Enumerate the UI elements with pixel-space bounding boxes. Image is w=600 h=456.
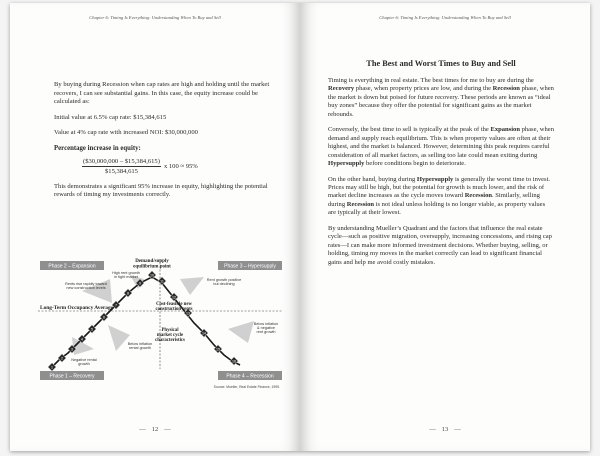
physical-label-2: market cycle [156, 333, 184, 338]
cycle-curve [51, 277, 240, 370]
ann-negative-2: growth [78, 362, 90, 366]
page-number-left-value: 12 [151, 426, 159, 433]
cycle-point-label: 2 [61, 356, 63, 361]
cycle-point-label: 7 [115, 303, 117, 308]
market-cycle-svg [34, 255, 286, 391]
ann-high-rent-1: High rent growth [112, 271, 140, 275]
paragraph-3: On the other hand, buying during Hypersupply is generally the worst time to invest. Prices may still be high, but the potential for growth is much lower, and the risk of market decline increases as the cycle moves toward Recession. Similarly, selling during Recession is not ideal unless holding is no longer viable, as property values are typically at their lowest. [328, 175, 551, 217]
ltoa-label: Long-Term Occupancy Average [40, 305, 114, 311]
ann-rent-positive-1: Rent growth positive [206, 278, 242, 282]
section-title: The Best and Worst Times to Buy and Sell [366, 59, 516, 68]
annotation-shape-below-infl [108, 325, 130, 351]
annotation-shape-rent-positive [180, 277, 204, 295]
phase4-label: Phase 4 – Recession [226, 373, 274, 380]
ann-rents-rise-2: new construction levels [66, 286, 106, 290]
cycle-point-label: 3 [71, 347, 73, 352]
market-cycle-diagram [34, 255, 286, 391]
physical-label-1: Physical [161, 328, 179, 333]
cycle-point-label: 8 [127, 291, 129, 296]
left-page [10, 3, 300, 451]
paragraph-conclusion: This demonstrates a significant 95% increase in equity, highlighting the potential rewards of timing my investments correctly. [54, 182, 268, 199]
annotation-shape-below-neg [228, 321, 254, 343]
ann-negative-1: Negative rental [71, 358, 97, 362]
running-head-left: Chapter 6: Timing Is Everything: Understanding When To Buy and Sell [89, 15, 221, 20]
right-page [300, 3, 590, 451]
cycle-point-label: 12 [172, 295, 176, 300]
cost-label-1: Cost-feasible new [156, 302, 192, 307]
ann-rents-rise-1: Rents rise rapidly toward [65, 282, 107, 286]
phase2-label: Phase 2 – Expansion [48, 263, 96, 270]
page-number-left: — 12 — [139, 426, 171, 433]
ann-high-rent-2: in tight market [114, 275, 138, 279]
equation-numerator: ($30,000,000 – $15,384,615) [83, 157, 160, 165]
paragraph-4: By understanding Mueller’s Quadrant and the factors that influence the real estate cycle—such as positive migration, oversupply, increasing concessions, and rising cap rates—I can make more informed investment decisions. Whether buying, selling, or holding, timing my moves in the market correctly can lead to significant financial gains and help me avoid costly mistakes. [328, 224, 552, 266]
ann-below-neg-3: rent growth [256, 330, 276, 334]
cycle-point-label: 10 [150, 273, 154, 278]
running-head-right: Chapter 6: Timing Is Everything: Understanding When To Buy and Sell [379, 15, 511, 20]
cycle-point-label: 11 [160, 279, 164, 284]
left-page-body [54, 81, 274, 207]
phase1-label: Phase 1 – Recovery [49, 373, 95, 380]
cycle-point-label: 14 [202, 331, 206, 336]
ann-below-neg-1: Below inflation [253, 322, 279, 326]
paragraph-2: Conversely, the best time to sell is typically at the peak of the Expansion phase, when demand and supply reach equilibrium. This is when property values are often at their highest, and the market is balanced. However, determining this peak requires careful consideration of all market factors, as selling too late could mean exiting during Hypersupply before conditions begin to deteriorate. [328, 126, 554, 168]
ann-below-infl-2: rental growth [129, 346, 151, 350]
book-spread [10, 3, 590, 451]
equation-fraction [82, 158, 161, 175]
cycle-point-label: 16 [232, 359, 236, 364]
paragraph-intro: By buying during Recession when cap rates are high and holding until the market recovers, I can see substantial gains. In this case, the equity increase could be calculated as: [54, 81, 270, 106]
equation-result: x 100 ≈ 95% [163, 162, 198, 170]
page-number-right: — 13 — [429, 426, 461, 433]
diagram-source: Source: Mueller, Real Estate Finance, 1995. [213, 385, 280, 389]
cycle-point-label: 5 [91, 327, 93, 332]
demand-label-1: Demand/supply [135, 259, 169, 264]
paragraph-1: Timing is everything in real estate. The best times for me to buy are during the Recovery phase, when property prices are low, and during the Recession phase, when the market is down but poised for future recovery. These periods are known as “ideal buy zones” because they offer the potential for significant gains as the market rebounds. [328, 77, 554, 118]
demand-label-2: equilibrium point [133, 264, 171, 270]
cycle-point-label: 9 [139, 281, 141, 286]
phase3-label: Phase 3 – Hypersupply [224, 263, 276, 270]
right-page-body [328, 59, 554, 274]
cycle-point-label: 15 [216, 347, 220, 352]
line-initial-value: Initial value at 6.5% cap rate: $15,384,615 [54, 113, 167, 121]
ann-rent-positive-2: but declining [213, 282, 235, 286]
physical-label-3: characteristics [155, 338, 185, 343]
cycle-point-label: 4 [81, 337, 83, 342]
cycle-point-label: 13 [186, 311, 190, 316]
equation-denominator: $15,384,615 [104, 167, 138, 175]
cycle-point-label: 6 [103, 315, 105, 320]
equation-heading: Percentage increase in equity: [54, 144, 141, 152]
line-value-4pct: Value at 4% cap rate with increased NOI: $30,000,000 [54, 129, 198, 137]
cost-label-2: construction rents [155, 307, 193, 312]
cycle-point-label: 1 [51, 365, 53, 370]
ann-below-neg-2: & negative [257, 326, 275, 330]
ann-below-infl-1: Below inflation [127, 342, 153, 346]
equity-equation [82, 158, 274, 175]
page-number-right-value: 13 [441, 426, 449, 433]
